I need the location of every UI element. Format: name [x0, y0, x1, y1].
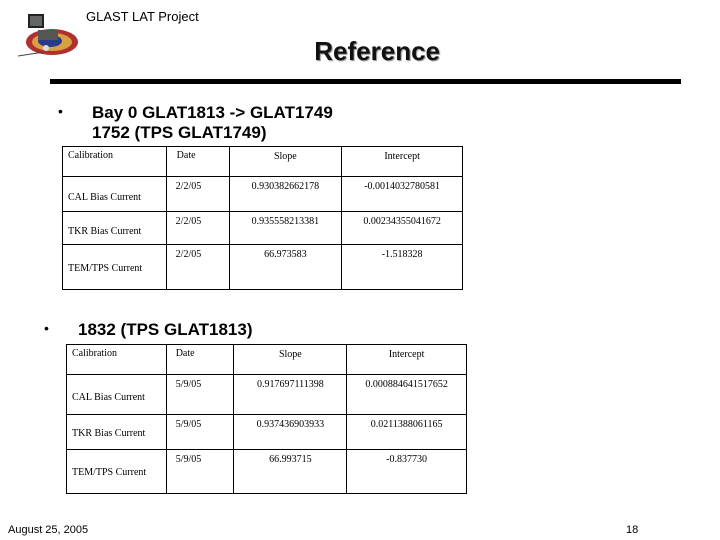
slope-cell: 0.930382662178 [229, 177, 342, 212]
column-header-intercept: Intercept [342, 147, 463, 177]
slope-cell: 66.993715 [234, 450, 347, 494]
column-header-calibration: Calibration [63, 147, 167, 177]
intercept-cell: 0.000884641517652 [347, 375, 467, 415]
intercept-cell: -0.0014032780581 [342, 177, 463, 212]
slope-cell: 0.917697111398 [234, 375, 347, 415]
section1-heading-line1: Bay 0 GLAT1813 -> GLAT1749 [92, 103, 333, 122]
date-cell: 5/9/05 [166, 375, 234, 415]
column-header-calibration: Calibration [67, 345, 167, 375]
column-header-slope: Slope [234, 345, 347, 375]
column-header-slope: Slope [229, 147, 342, 177]
calibration-table-1 [62, 146, 463, 290]
intercept-cell: 0.0211388061165 [347, 415, 467, 450]
date-cell: 2/2/05 [166, 177, 229, 212]
table-row [67, 415, 467, 450]
calibration-cell [63, 177, 167, 212]
slope-cell: 0.937436903933 [234, 415, 347, 450]
intercept-cell: -1.518328 [342, 245, 463, 290]
calibration-name: TEM/TPS Current [72, 467, 147, 478]
project-name: GLAST LAT Project [86, 9, 199, 24]
table-row [63, 212, 463, 245]
calibration-name: CAL Bias Current [72, 392, 145, 403]
date-cell: 2/2/05 [166, 245, 229, 290]
date-cell: 5/9/05 [166, 450, 234, 494]
date-cell: 2/2/05 [166, 212, 229, 245]
column-header-date: Date [166, 147, 229, 177]
calibration-name: TEM/TPS Current [68, 263, 143, 274]
column-header-date: Date [166, 345, 234, 375]
table-row [63, 177, 463, 212]
section1-heading-line2: 1752 (TPS GLAT1749) [92, 123, 267, 142]
slope-cell: 66.973583 [229, 245, 342, 290]
slope-cell: 0.935558213381 [229, 212, 342, 245]
table-header-row [67, 345, 467, 375]
title-divider [50, 79, 681, 84]
footer-date: August 25, 2005 [8, 524, 89, 536]
calibration-name: TKR Bias Current [68, 226, 142, 237]
date-cell: 5/9/05 [166, 415, 234, 450]
intercept-cell: 0.00234355041672 [342, 212, 463, 245]
calibration-name: CAL Bias Current [68, 192, 141, 203]
intercept-cell: -0.837730 [347, 450, 467, 494]
table-row [67, 450, 467, 494]
calibration-table-2 [66, 344, 467, 494]
page-title: Reference [314, 36, 440, 66]
table-row [67, 375, 467, 415]
calibration-cell [67, 450, 167, 494]
calibration-cell [67, 375, 167, 415]
page-number: 18 [626, 524, 639, 536]
section2-heading: 1832 (TPS GLAT1813) [78, 320, 253, 339]
table-header-row [63, 147, 463, 177]
calibration-cell [63, 212, 167, 245]
bullet-marker: • [58, 103, 63, 119]
calibration-name: TKR Bias Current [72, 428, 146, 439]
table-row [63, 245, 463, 290]
calibration-cell [67, 415, 167, 450]
calibration-cell [63, 245, 167, 290]
column-header-intercept: Intercept [347, 345, 467, 375]
bullet-marker: • [44, 320, 49, 336]
